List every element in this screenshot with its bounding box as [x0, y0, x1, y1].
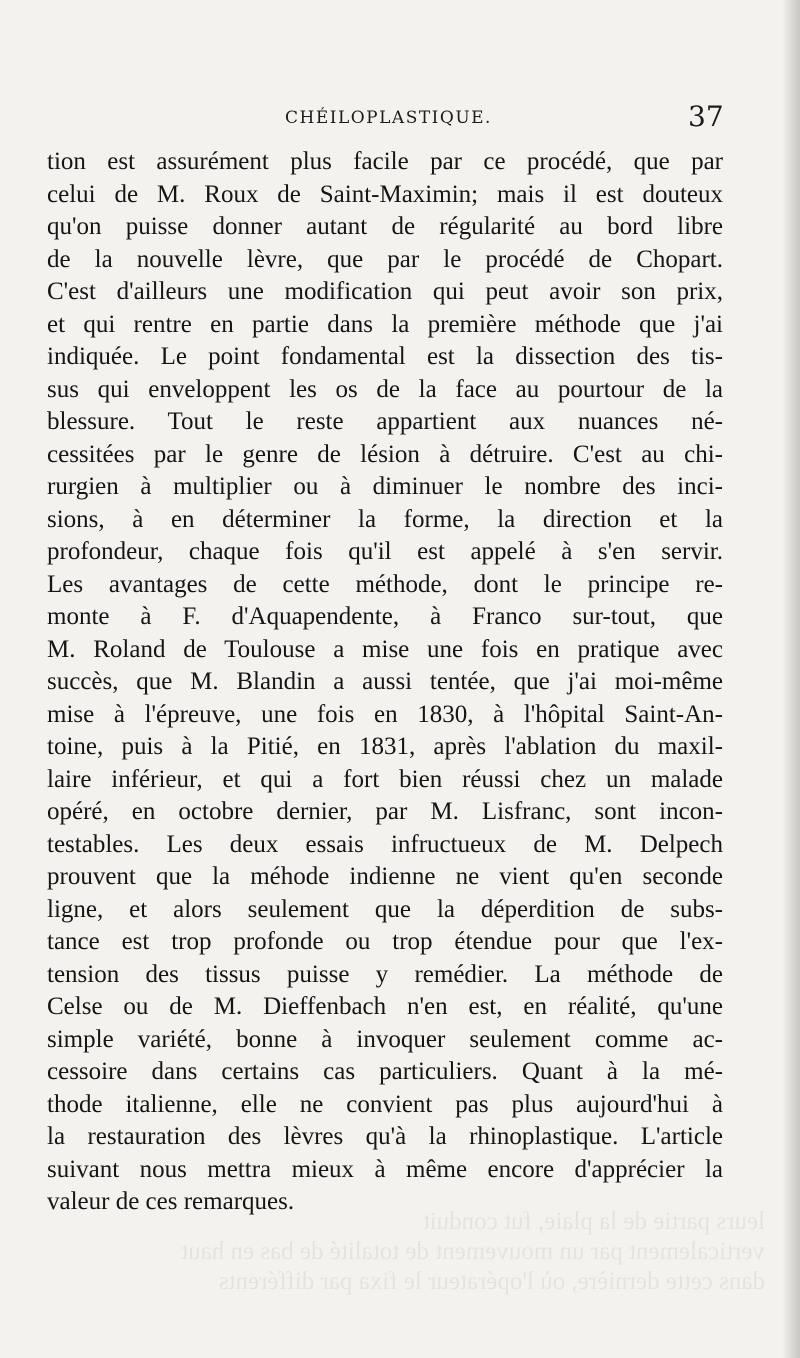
text-line: tension des tissus puisse y remédier. La méthode de [47, 960, 723, 988]
page-edge-shadow [782, 0, 800, 1358]
text-line: Les avantages de cette méthode, dont le principe re- [47, 570, 723, 598]
text-line: laire inférieur, et qui a fort bien réussi chez un malade [47, 765, 723, 793]
text-line: sus qui enveloppent les os de la face au pourtour de la [47, 375, 723, 403]
text-line: testables. Les deux essais infructueux de M. Delpech [47, 830, 723, 858]
text-line: opéré, en octobre dernier, par M. Lisfranc, sont incon- [47, 798, 723, 825]
text-line: monte à F. d'Aquapendente, à Franco sur-tout, que [47, 603, 723, 630]
text-line: profondeur, chaque fois qu'il est appelé à s'en servir. [47, 538, 723, 565]
text-line: thode italienne, elle ne convient pas plus aujourd'hui à [47, 1090, 723, 1118]
text-line: ligne, et alors seulement que la déperdition de subs- [47, 895, 723, 923]
text-line: celui de M. Roux de Saint-Maximin; mais il est douteux [47, 180, 723, 208]
text-line: mise à l'épreuve, une fois en 1830, à l'hôpital Saint-An- [47, 700, 723, 728]
text-line: qu'on puisse donner autant de régularité au bord libre [47, 213, 723, 240]
show-through-line: dans cette dernière, où l'opérateur le fixa par différents [218, 1268, 765, 1295]
text-line: cessitées par le genre de lésion à détruire. C'est au chi- [47, 440, 723, 468]
text-line: Celse ou de M. Dieffenbach n'en est, en réalité, qu'une [47, 993, 723, 1020]
show-through-line: verticalement par un mouvement de totalité de bas en haut [181, 1238, 765, 1265]
text-line: la restauration des lèvres qu'à la rhinoplastique. L'article [47, 1123, 723, 1150]
text-line: de la nouvelle lèvre, que par le procédé de Chopart. [47, 245, 723, 273]
text-line: sions, à en déterminer la forme, la direction et la [47, 505, 723, 533]
show-through-line: leurs partie de la plaie, fut conduit [422, 1208, 765, 1235]
text-line: blessure. Tout le reste appartient aux nuances né- [47, 408, 723, 435]
text-line: succès, que M. Blandin a aussi tentée, que j'ai moi-même [47, 668, 723, 695]
text-line: C'est d'ailleurs une modification qui peut avoir son prix, [47, 278, 723, 305]
running-title: CHÉILOPLASTIQUE. [285, 108, 492, 128]
body-text [47, 146, 723, 1219]
text-line: simple variété, bonne à invoquer seulement comme ac- [47, 1025, 723, 1053]
text-line: M. Roland de Toulouse a mise une fois en pratique avec [47, 635, 723, 663]
text-line: suivant nous mettra mieux à même encore d'apprécier la [47, 1155, 723, 1183]
text-line: rurgien à multiplier ou à diminuer le nombre des inci- [47, 473, 723, 500]
text-line: et qui rentre en partie dans la première méthode que j'ai [47, 310, 723, 338]
page-number: 37 [688, 100, 724, 133]
text-line: tance est trop profonde ou trop étendue pour que l'ex- [47, 928, 723, 955]
text-line: tion est assurément plus facile par ce procédé, que par [47, 148, 723, 175]
text-line: valeur de ces remarques. [47, 1188, 295, 1215]
running-head [0, 100, 800, 144]
text-line: toine, puis à la Pitié, en 1831, après l'ablation du maxil- [47, 733, 723, 760]
text-line: cessoire dans certains cas particuliers. Quant à la mé- [47, 1058, 723, 1085]
text-line: prouvent que la méhode indienne ne vient qu'en seconde [47, 863, 723, 890]
text-line: indiquée. Le point fondamental est la dissection des tis- [47, 343, 723, 370]
